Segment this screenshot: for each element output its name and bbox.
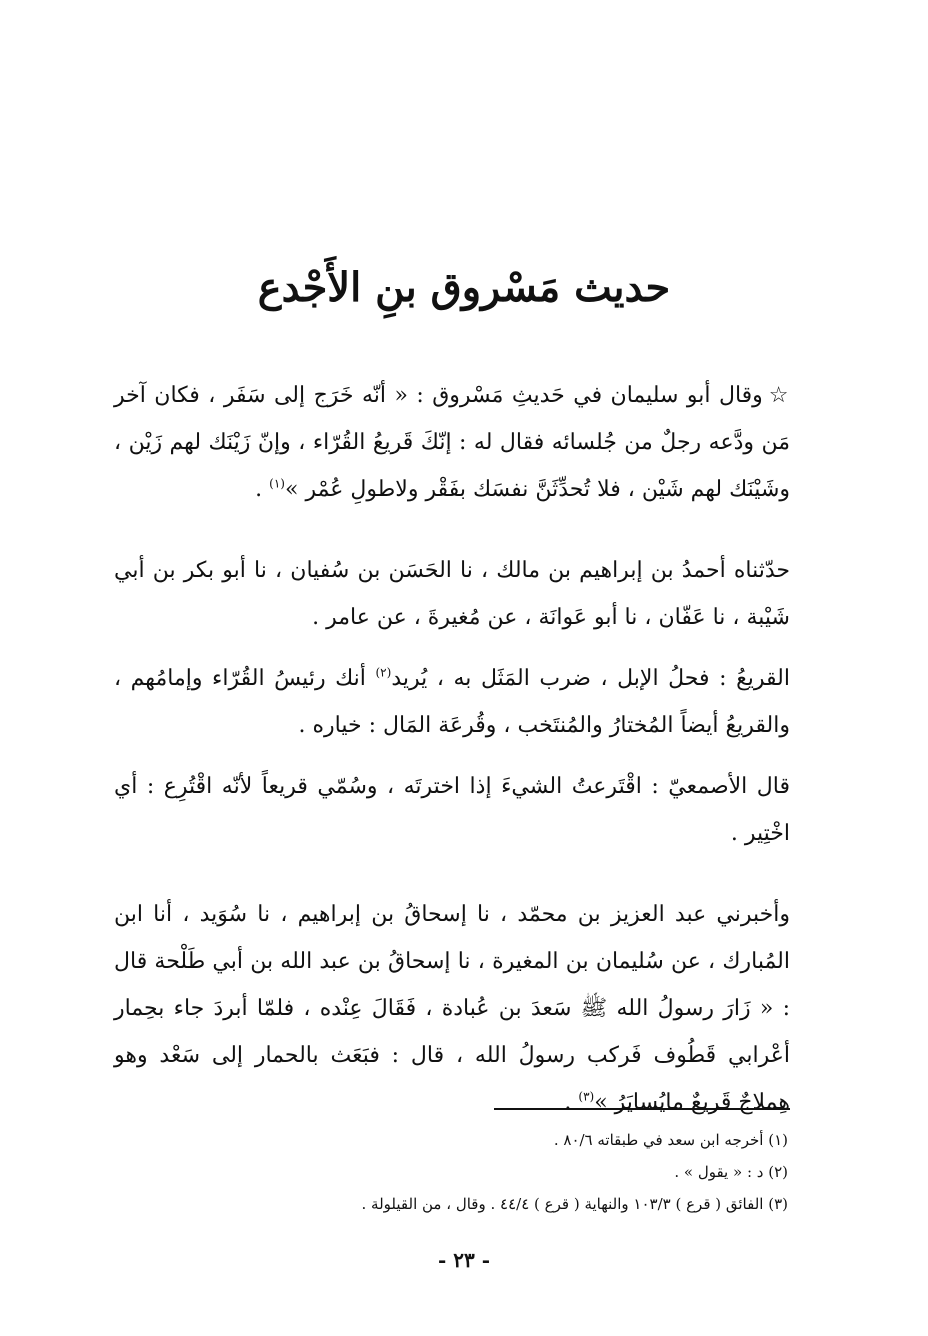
paragraph-4-text: قال الأصمعيّ : اقْتَرعتُ الشيءَ إذا اخترتَه ، وسُمّي قريعاً لأنّه اقْتُرِع : أي اخْتِير .: [114, 774, 790, 846]
paragraph-1-text: وقال أبو سليمان في حَديثِ مَسْروق : « أنّه خَرَج إلى سَفَر ، فكان آخر مَن ودَّعه رجلٌ من جُلسائه فقال له : إنّكَ قَريعُ القُرّاء ، وإنّ زَيْنَك لهم زَيْن ، وشَيْنَك لهم شَيْن ، فلا تُحدِّثَنَّ نفسَك بفَقْر ولاطولِ عُمْر »: [114, 383, 790, 502]
paragraph-5: [114, 891, 790, 1126]
footnote-ref-1: (١): [269, 476, 285, 491]
main-text: [114, 372, 790, 1140]
footnote-ref-3: (٣): [578, 1089, 595, 1104]
footnote-1: (١) أخرجه ابن سعد في طبقاته ٨٠/٦ .: [553, 1131, 788, 1149]
footnote-ref-2: (٢): [375, 665, 392, 680]
footnote-2: (٢) د : « يقول » .: [674, 1163, 788, 1181]
paragraph-2: [114, 547, 790, 641]
paragraph-4: [114, 763, 790, 857]
paragraph-3: [114, 655, 790, 749]
footnotes: [148, 1124, 788, 1220]
paragraph-1: [114, 372, 790, 513]
page-number: - ٢٣ -: [437, 1248, 490, 1272]
paragraph-3-text-before: القريعُ : فحلُ الإبل ، ضرب المَثَل به ، يُريد: [391, 666, 790, 691]
paragraph-5-end: .: [564, 1090, 579, 1115]
paragraph-1-end: .: [255, 477, 270, 502]
footnote-3: (٣) الفائق ( قرع ) ١٠٣/٣ والنهاية ( قرع ) ٤٤/٤ . وقال ، من القيلولة .: [361, 1195, 788, 1213]
paragraph-5-text: وأخبرني عبد العزيز بن محمّد ، نا إسحاقُ بن إبراهيم ، نا سُوَيد ، أنا ابن المُبارك ، عن سُليمان بن المغيرة ، نا إسحاقُ بن عبد الله بن أبي طَلْحة قال : « زَارَ رسولُ الله ﷺ سَعدَ بن عُبادة ، فَقَالَ عِنْده ، فلمّا أبردَ جاء بحِمار أعْرابي قَطُوف فَركب رسولُ الله ، قال : فبَعَث بالحمار إلى سَعْد وهو هِملاجٌ قَريعٌ مايُسايَرُ »: [114, 902, 790, 1115]
paragraph-2-text: حدّثناه أحمدُ بن إبراهيم بن مالك ، نا الحَسَن بن سُفيان ، نا أبو بكر بن أبي شَيْبة ، نا عَفّان ، نا أبو عَوانَة ، عن مُغيرةَ ، عن عامر .: [114, 558, 790, 630]
chapter-title: حديث مَسْروق بنِ الأَجْدع: [257, 264, 671, 311]
star-icon: ☆: [768, 383, 790, 408]
paragraph-3-text: أنك رئيسُ القُرّاء وإمامُهم ، والقريعُ أيضاً المُختارُ والمُنتَخب ، وقُرعَة المَال : خياره .: [114, 666, 790, 738]
footnote-divider: [494, 1108, 790, 1110]
